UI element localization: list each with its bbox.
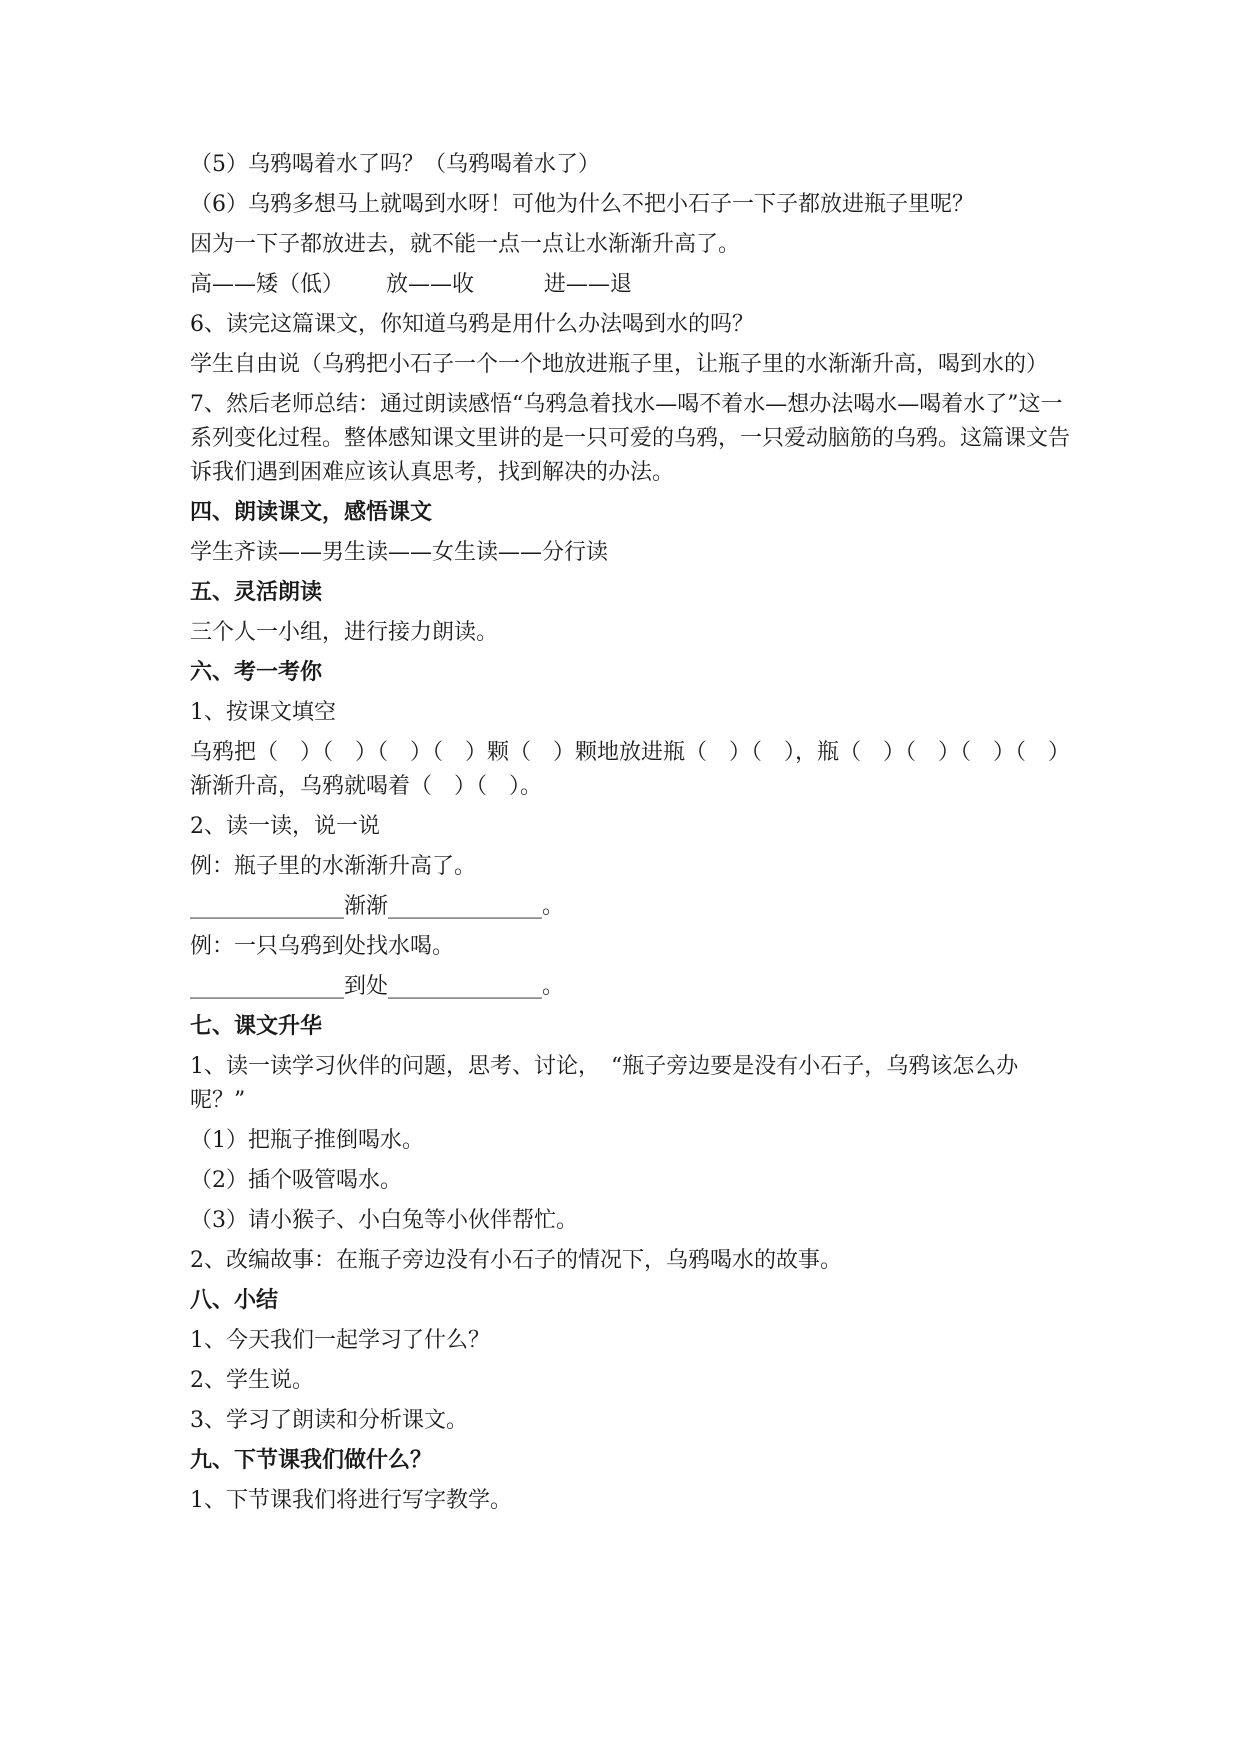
text-line: 1、今天我们一起学习了什么？ (190, 1328, 490, 1353)
section-heading: 六、考一考你 (190, 660, 323, 685)
text-line: 2、读一读，说一说 (190, 814, 380, 839)
text-line: （3）请小猴子、小白兔等小伙伴帮忙。 (190, 1208, 578, 1233)
section-heading: 七、课文升华 (190, 1014, 323, 1039)
text-line: （1）把瓶子推倒喝水。 (190, 1128, 424, 1153)
text-line: 6、读完这篇课文，你知道乌鸦是用什么办法喝到水的吗？ (190, 312, 754, 337)
section-heading: 五、灵活朗读 (190, 580, 323, 605)
text-line: 因为一下子都放进去，就不能一点一点让水渐渐升高了。 (190, 232, 741, 257)
example-line: 例：一只乌鸦到处找水喝。 (190, 934, 455, 959)
text-line: 1、读一读学习伙伴的问题，思考、讨论， “瓶子旁边要是没有小石子，乌鸦该怎么办呢？” (190, 1054, 1019, 1113)
text-line: 2、学生说。 (190, 1368, 314, 1393)
text-line: 学生自由说（乌鸦把小石子一个一个地放进瓶子里，让瓶子里的水渐渐升高，喝到水的） (190, 352, 1049, 377)
document-page (190, 148, 1070, 1524)
blank-answer-line: ______________到处______________。 (190, 974, 565, 999)
text-line: 学生齐读——男生读——女生读——分行读 (190, 540, 609, 565)
text-line: 1、下节课我们将进行写字教学。 (190, 1488, 512, 1513)
blank-answer-line: ______________渐渐______________。 (190, 894, 565, 919)
example-line: 例：瓶子里的水渐渐升高了。 (190, 854, 477, 879)
section-heading: 九、下节课我们做什么？ (190, 1448, 433, 1473)
section-heading: 八、小结 (190, 1288, 279, 1313)
text-line: （6）乌鸦多想马上就喝到水呀！可他为什么不把小石子一下子都放进瓶子里呢？ (190, 192, 974, 217)
text-line: 高——矮（低） 放——收 进——退 (190, 272, 632, 297)
text-line: 1、按课文填空 (190, 700, 336, 725)
text-line: （5）乌鸦喝着水了吗？（乌鸦喝着水了） (190, 152, 600, 177)
section-heading: 四、朗读课文，感悟课文 (190, 500, 433, 525)
text-line: 7、然后老师总结：通过朗读感悟“乌鸦急着找水—喝不着水—想办法喝水—喝着水了”这一系列变化过程。整体感知课文里讲的是一只可爱的乌鸦，一只爱动脑筋的乌鸦。这篇课文告诉我们遇到困难应该认真思考，找到解决的办法。 (190, 392, 1071, 485)
fill-in-blank-exercise: 乌鸦把（ ）（ ）（ ）（ ）颗（ ）颗地放进瓶（ ）（ ），瓶（ ）（ ）（ ）（ ）渐渐升高，乌鸦就喝着（ ）（ ）。 (190, 740, 1071, 799)
text-line: 三个人一小组，进行接力朗读。 (190, 620, 499, 645)
text-line: （2）插个吸管喝水。 (190, 1168, 402, 1193)
text-line: 3、学习了朗读和分析课文。 (190, 1408, 468, 1433)
text-line: 2、改编故事：在瓶子旁边没有小石子的情况下，乌鸦喝水的故事。 (190, 1248, 842, 1273)
